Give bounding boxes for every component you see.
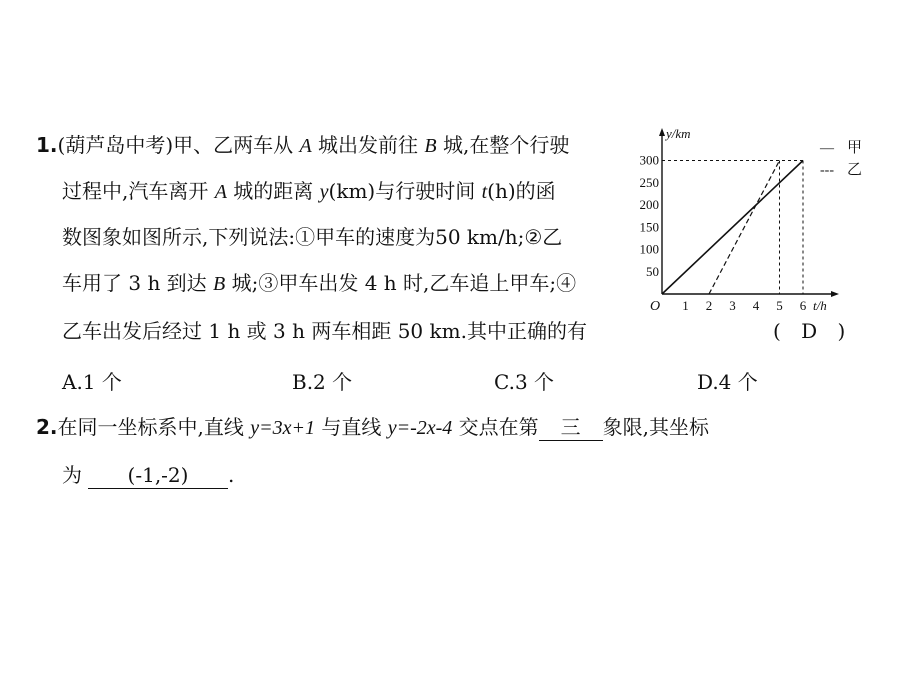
q1-line-4: 车用了 3 h 到达 B 城;③甲车出发 4 h 时,乙车追上甲车;④ xyxy=(62,271,577,295)
answer-paren-open: ( xyxy=(773,319,781,343)
y-axis-label: y/km xyxy=(666,126,691,141)
x-tick-label: 1 xyxy=(682,298,689,313)
x-axis-label: t/h xyxy=(813,298,827,313)
y-tick-label: 150 xyxy=(640,219,659,235)
q2-line-2: 为 (-1,-2) . xyxy=(62,463,235,487)
y-tick-label: 300 xyxy=(640,152,659,168)
q1-line-3: 数图象如图所示,下列说法:①甲车的速度为50 km/h;②乙 xyxy=(62,225,563,249)
answer-blank-coordinates: (-1,-2) xyxy=(88,462,228,489)
option-b: B.2 个 xyxy=(292,370,353,394)
q2-line-1: 2.在同一坐标系中,直线 y=3x+1 与直线 y=-2x-4 交点在第 三 象限,其坐标 xyxy=(36,415,709,439)
y-tick-label: 250 xyxy=(640,174,659,190)
q1-line-5: 乙车出发后经过 1 h 或 3 h 两车相距 50 km.其中正确的有 xyxy=(62,319,587,343)
y-axis-arrow xyxy=(659,128,665,136)
answer-blank-quadrant: 三 xyxy=(539,414,603,441)
y-tick-label: 50 xyxy=(646,263,659,279)
option-d: D.4 个 xyxy=(697,370,758,394)
x-tick-label: 3 xyxy=(729,298,736,313)
option-a: A.1 个 xyxy=(62,370,122,394)
q1-answer xyxy=(773,318,845,344)
option-c: C.3 个 xyxy=(494,370,555,394)
answer-choice: D xyxy=(801,319,818,343)
legend-mark: --- xyxy=(820,163,834,178)
y-tick-label: 200 xyxy=(640,197,659,212)
q1-number: 1. xyxy=(36,133,58,157)
legend-mark: — xyxy=(820,141,834,156)
q2-number: 2. xyxy=(36,415,58,439)
legend-label: 乙 xyxy=(847,162,863,178)
legend xyxy=(819,139,862,178)
distance-time-graph xyxy=(640,120,870,320)
x-tick-label: 5 xyxy=(776,298,783,313)
series-line-甲 xyxy=(662,161,803,295)
x-tick-label: 4 xyxy=(752,298,760,313)
x-tick-label: 6 xyxy=(799,298,807,313)
series-line-乙 xyxy=(709,161,780,295)
tick-labels xyxy=(640,153,807,314)
legend-label: 甲 xyxy=(847,140,863,156)
series xyxy=(662,161,803,295)
origin-label: O xyxy=(650,299,661,314)
equation-1: y=3x+1 xyxy=(250,417,315,439)
answer-paren-close: ) xyxy=(837,319,846,343)
axes xyxy=(650,126,839,314)
equation-2: y=-2x-4 xyxy=(387,417,453,439)
x-tick-label: 2 xyxy=(705,298,713,313)
q1-line-1: 1.(葫芦岛中考)甲、乙两车从 A 城出发前往 B 城,在整个行驶 xyxy=(36,133,570,157)
q1-line-2: 过程中,汽车离开 A 城的距离 y(km)与行驶时间 t(h)的函 xyxy=(62,179,556,203)
x-axis-arrow xyxy=(831,291,839,297)
y-tick-label: 100 xyxy=(640,241,659,257)
